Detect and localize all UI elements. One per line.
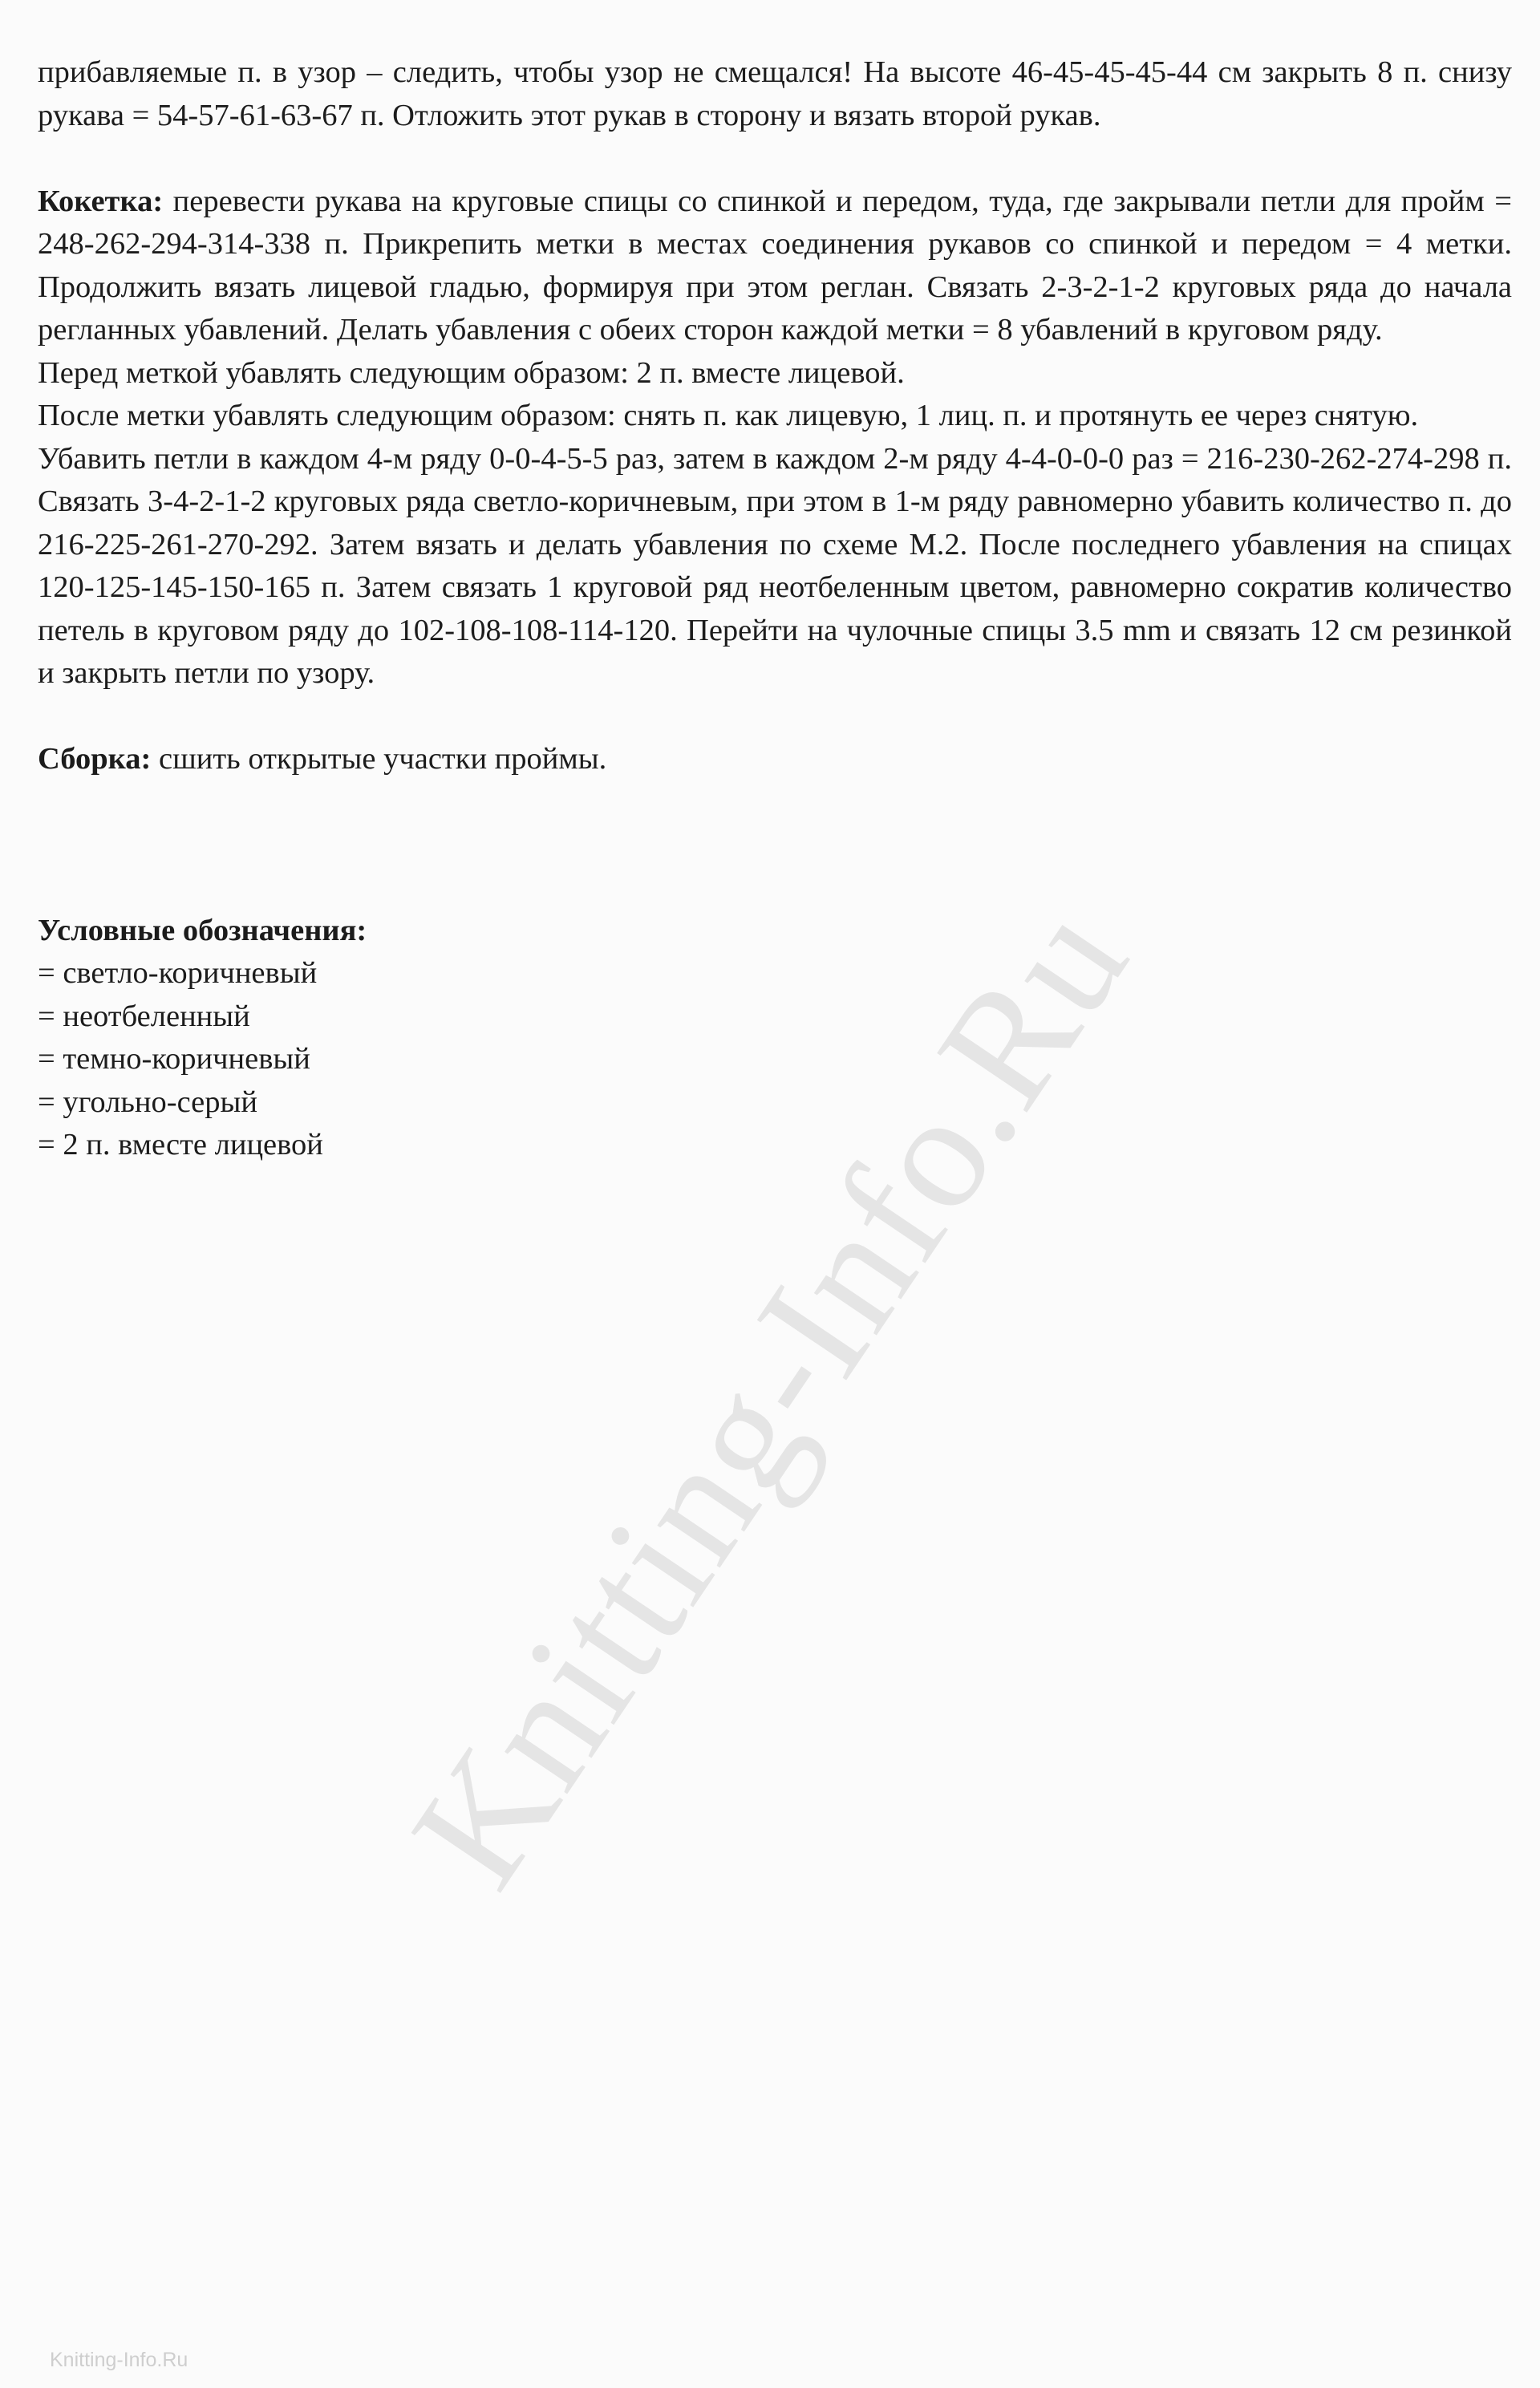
legend-item-light-brown: = светло-коричневый bbox=[38, 956, 318, 990]
spacer bbox=[38, 137, 1512, 180]
yoke-text: перевести рукава на круговые спицы со спинкой и передом, туда, где закрывали петли для пройм = 248-262-294-314-338 п. Прикрепить метки в местах соединения рукавов со спинкой и передом = 4 метки. Продолжить вязать лицевой гладью, формируя при этом реглан. Связать 2-3-2-1-2 круговых ряда до начала регланных убавлений. Делать убавления с обеих сторон каждой метки = 8 убавлений в круговом ряду. bbox=[38, 184, 1512, 347]
legend-item-unbleached: = неотбеленный bbox=[38, 999, 250, 1033]
legend-title: Условные обозначения: bbox=[38, 913, 367, 947]
yoke-heading: Кокетка: bbox=[38, 184, 164, 218]
legend-item-k2tog: = 2 п. вместе лицевой bbox=[38, 1128, 323, 1162]
spacer bbox=[38, 695, 1512, 739]
document-body bbox=[38, 51, 1512, 1167]
assembly-text: сшить открытые участки проймы. bbox=[151, 742, 607, 776]
yoke-decrease-instructions: Убавить петли в каждом 4-м ряду 0-0-4-5-5 раз, затем в каждом 2-м ряду 4-4-0-0-0 раз = 216-230-262-274-298 п. Связать 3-4-2-1-2 круговых ряда светло-коричневым, при этом в 1-м ряду равномерно убавить количество п. до 216-225-261-270-292. Затем вязать и делать убавления по схеме М.2. После последнего убавления на спицах 120-125-145-150-165 п. Затем связать 1 круговой ряд неотбеленным цветом, равномерно сократив количество петель в круговом ряду до 102-108-108-114-120. Перейти на чулочные спицы 3.5 mm и связать 12 см резинкой и закрыть петли по узору. bbox=[38, 441, 1512, 690]
yoke-paragraph bbox=[38, 180, 1512, 352]
intro-paragraph: прибавляемые п. в узор – следить, чтобы узор не смещался! На высоте 46-45-45-45-44 см закрыть 8 п. снизу рукава = 54-57-61-63-67 п. Отложить этот рукав в сторону и вязать второй рукав. bbox=[38, 55, 1512, 132]
assembly-paragraph bbox=[38, 738, 1512, 781]
footer-watermark: Knitting-Info.Ru bbox=[50, 2349, 188, 2371]
yoke-decrease-before-marker: Перед меткой убавлять следующим образом: 2 п. вместе лицевой. bbox=[38, 355, 905, 390]
yoke-decrease-after-marker: После метки убавлять следующим образом: снять п. как лицевую, 1 лиц. п. и протянуть ее через снятую. bbox=[38, 399, 1419, 432]
legend-item-dark-brown: = темно-коричневый bbox=[38, 1042, 310, 1076]
spacer bbox=[38, 781, 1512, 910]
legend-item-charcoal-grey: = угольно-серый bbox=[38, 1085, 257, 1119]
watermark: Knitting-Info.Ru bbox=[376, 874, 1163, 1918]
assembly-heading: Сборка: bbox=[38, 742, 152, 776]
